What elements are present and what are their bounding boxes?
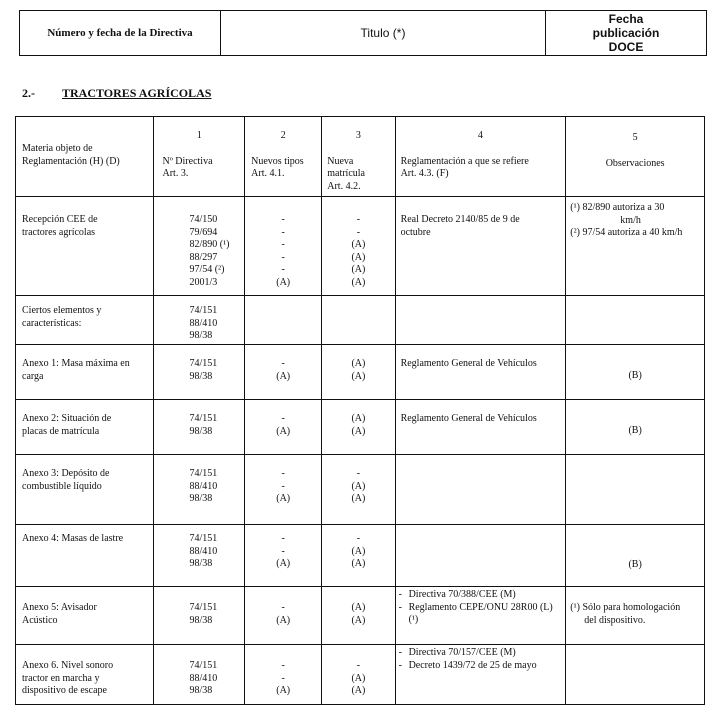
header-title: Titulo (*) xyxy=(221,11,546,55)
header-observations: 5 Observaciones xyxy=(566,117,705,197)
list-item: - Reglamento CEPE/ONU 28R00 (L) (¹) xyxy=(396,602,562,627)
table-row: Recepción CEE de tractores agrícolas 74/150 79/694 82/890 (¹) 88/297 97/54 (²) 2001/3 - - - - - (A) - - (A) (A) (A) (A) Real Decreto 2140/85 de 9 de octubre (¹) 82/890 autoriza a 30 km/h (²) 97/54 autoriza a 40 km/h xyxy=(16,197,705,296)
header-regulation: 4 Reglamentación a que se refiere Art. 4.3. (F) xyxy=(395,117,566,197)
header-new-types: 2 Nuevos tipos Art. 4.1. xyxy=(245,117,322,197)
table-row: Anexo 3: Depósito de combustible líquido 74/151 88/410 98/38 - - (A) - (A) (A) xyxy=(16,455,705,525)
table-header-row xyxy=(16,117,705,197)
regulation-table xyxy=(15,116,705,705)
header-subject: Materia objeto de Reglamentación (H) (D) xyxy=(16,117,154,197)
table-row: Ciertos elementos y características: 74/151 88/410 98/38 xyxy=(16,296,705,345)
list-item: - Directiva 70/388/CEE (M) xyxy=(396,589,562,602)
header-directive: 1 Nº Directiva Art. 3. xyxy=(154,117,245,197)
header-publication-date: Fecha publicación DOCE xyxy=(592,12,660,54)
header-directive-number: Número y fecha de la Directiva xyxy=(20,11,221,55)
document-header-table xyxy=(19,10,707,56)
header-new-registration: 3 Nueva matrícula Art. 4.2. xyxy=(322,117,395,197)
table-row: Anexo 4: Masas de lastre 74/151 88/410 98/38 - - (A) - (A) (A) (B) xyxy=(16,525,705,587)
list-item: - Decreto 1439/72 de 25 de mayo xyxy=(396,660,562,673)
table-row: Anexo 5: Avisador Acústico 74/151 98/38 - (A) (A) (A) - Directiva 70/388/CEE (M) - Reglamento CEPE/ONU 28R00 (L) (¹) (¹) Sólo para homologación del dispositivo. xyxy=(16,587,705,645)
table-row: Anexo 2: Situación de placas de matrícula 74/151 98/38 - (A) (A) (A) Reglamento General de Vehículos (B) xyxy=(16,400,705,455)
table-row: Anexo 6. Nivel sonoro tractor en marcha y dispositivo de escape 74/151 88/410 98/38 - - (A) - (A) (A) - Directiva 70/157/CEE (M) - Decreto 1439/72 de 25 de mayo xyxy=(16,645,705,705)
section-number: 2.- xyxy=(22,86,35,100)
section-title: TRACTORES AGRÍCOLAS xyxy=(62,86,212,100)
section-heading xyxy=(22,86,211,101)
list-item: - Directiva 70/157/CEE (M) xyxy=(396,647,562,660)
table-row: Anexo 1: Masa máxima en carga 74/151 98/38 - (A) (A) (A) Reglamento General de Vehículos (B) xyxy=(16,345,705,400)
